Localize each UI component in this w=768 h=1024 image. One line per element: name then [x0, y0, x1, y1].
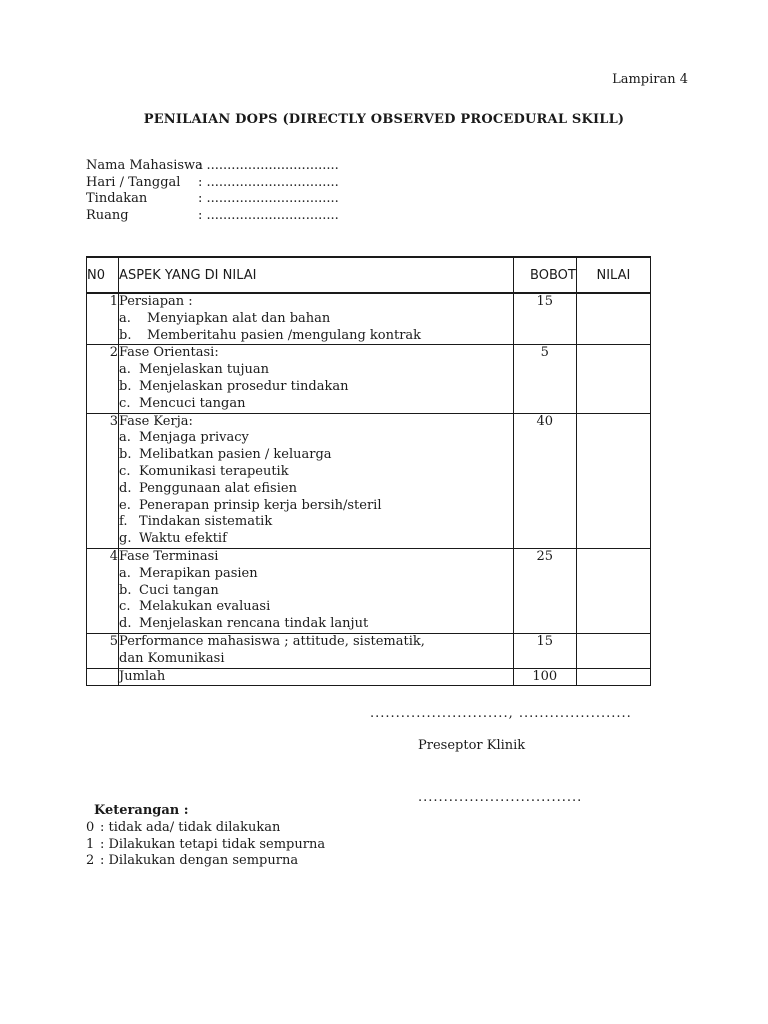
row-number: 1: [87, 293, 119, 345]
score-cell[interactable]: [576, 548, 650, 633]
score-cell[interactable]: [576, 413, 650, 548]
aspect-item: [119, 464, 513, 481]
aspect-item: [119, 379, 513, 396]
table-row: [87, 633, 651, 668]
field-ruang: [86, 208, 339, 225]
aspect-item: [119, 396, 513, 413]
legend-text: : tidak ada/ tidak dilakukan: [100, 819, 281, 835]
header-no: N0: [87, 257, 119, 293]
aspect-item: [119, 362, 513, 379]
aspect-title: Fase Orientasi:: [119, 345, 219, 361]
aspect-item: [119, 616, 513, 633]
field-hari-tanggal: [86, 175, 339, 192]
legend-code: 2: [86, 853, 95, 869]
aspect-item: [119, 430, 513, 447]
signature-name-line: ................................: [418, 790, 583, 805]
item-letter: b.: [119, 582, 132, 598]
field-label: Tindakan: [86, 191, 148, 206]
legend-text: : Dilakukan tetapi tidak sempurna: [100, 836, 326, 852]
item-text: Menjelaskan tujuan: [139, 362, 269, 378]
item-text: Cuci tangan: [139, 582, 219, 598]
score-cell[interactable]: [576, 345, 650, 413]
item-letter: b.: [119, 327, 132, 343]
item-text: Merapikan pasien: [139, 565, 258, 581]
legend-item: [86, 853, 325, 870]
item-letter: d.: [119, 480, 132, 496]
item-text: Tindakan sistematik: [139, 514, 273, 530]
field-label: Hari / Tanggal: [86, 174, 181, 190]
aspect-title: Fase Terminasi: [119, 548, 219, 564]
item-letter: c.: [119, 395, 131, 411]
item-text: Komunikasi terapeutik: [139, 463, 289, 479]
attachment-label: Lampiran 4: [612, 72, 688, 87]
legend-title: Keterangan :: [94, 803, 189, 818]
aspect-item: [119, 498, 513, 515]
aspect-item: [119, 599, 513, 616]
legend-code: 0: [86, 819, 95, 835]
assessment-table: [86, 256, 651, 686]
field-label: Ruang: [86, 207, 129, 223]
table-row: [87, 413, 651, 548]
aspect-cell: [119, 413, 514, 548]
header-nilai: NILAI: [576, 257, 650, 293]
header-bobot: BOBOT: [513, 257, 576, 293]
table-row: [87, 548, 651, 633]
field-tindakan: [86, 191, 339, 208]
item-letter: a.: [119, 565, 131, 581]
item-text: Menjaga privacy: [139, 430, 249, 446]
aspect-cell: [119, 633, 514, 668]
header-aspek: ASPEK YANG DI NILAI: [119, 257, 514, 293]
aspect-item: [119, 514, 513, 531]
item-text: Mencuci tangan: [139, 395, 246, 411]
item-letter: c.: [119, 463, 131, 479]
item-text: Menjelaskan prosedur tindakan: [139, 378, 349, 394]
weight-cell: 15: [513, 633, 576, 668]
field-blank: : ................................: [198, 174, 339, 190]
signature-date-line: ..........................., ......................: [370, 706, 632, 721]
aspect-title: Fase Kerja:: [119, 413, 193, 429]
table-row: [87, 345, 651, 413]
row-number: 3: [87, 413, 119, 548]
total-label: Jumlah: [119, 668, 514, 686]
field-blank: : ................................: [198, 191, 339, 206]
field-label: Nama Mahasiswa: [86, 158, 203, 173]
weight-cell: 25: [513, 548, 576, 633]
score-cell[interactable]: [576, 293, 650, 345]
item-letter: b.: [119, 447, 132, 463]
item-letter: g.: [119, 531, 132, 547]
item-text: Melakukan evaluasi: [139, 599, 271, 615]
item-text: Melibatkan pasien / keluarga: [139, 447, 332, 463]
signature-role: Preseptor Klinik: [418, 738, 526, 753]
field-nama-mahasiswa: [86, 158, 339, 175]
aspect-item: [119, 481, 513, 498]
aspect-title: Persiapan :: [119, 294, 193, 309]
item-letter: f.: [119, 514, 128, 530]
total-weight: 100: [513, 668, 576, 686]
field-blank: : ................................: [198, 207, 339, 223]
item-letter: a.: [119, 430, 131, 446]
aspect-item: [119, 328, 513, 345]
total-row: [87, 668, 651, 686]
total-score-cell[interactable]: [576, 668, 650, 686]
legend-text: : Dilakukan dengan sempurna: [100, 853, 299, 869]
item-letter: c.: [119, 599, 131, 615]
aspect-item: [119, 531, 513, 548]
legend-item: [86, 820, 325, 837]
item-text: Memberitahu pasien /mengulang kontrak: [147, 327, 422, 343]
aspect-cell: [119, 293, 514, 345]
aspect-item: [119, 583, 513, 600]
item-letter: a.: [119, 362, 131, 378]
identity-fields: [86, 158, 339, 224]
item-letter: a.: [119, 310, 131, 326]
row-number: 2: [87, 345, 119, 413]
item-letter: d.: [119, 616, 132, 632]
table-header-row: [87, 257, 651, 293]
aspect-item: [119, 311, 513, 328]
aspect-cell: [119, 548, 514, 633]
legend-code: 1: [86, 836, 95, 852]
aspect-item: [119, 447, 513, 464]
legend-item: [86, 837, 325, 854]
aspect-title: Performance mahasiswa ; attitude, sistematik, dan Komunikasi: [119, 633, 425, 666]
item-text: Menjelaskan rencana tindak lanjut: [139, 616, 369, 632]
aspect-item: [119, 566, 513, 583]
field-blank: : ................................: [198, 158, 339, 173]
weight-cell: 40: [513, 413, 576, 548]
aspect-cell: [119, 345, 514, 413]
legend: [86, 803, 325, 870]
item-text: Penggunaan alat efisien: [139, 480, 297, 496]
document-title: PENILAIAN DOPS (DIRECTLY OBSERVED PROCEDURAL SKILL): [143, 112, 625, 127]
weight-cell: 15: [513, 293, 576, 345]
row-number: 4: [87, 548, 119, 633]
item-text: Menyiapkan alat dan bahan: [147, 310, 331, 326]
row-number: 5: [87, 633, 119, 668]
weight-cell: 5: [513, 345, 576, 413]
score-cell[interactable]: [576, 633, 650, 668]
item-text: Penerapan prinsip kerja bersih/steril: [139, 497, 382, 513]
item-text: Waktu efektif: [139, 531, 227, 547]
item-letter: b.: [119, 378, 132, 394]
total-number-cell: [87, 668, 119, 686]
table-row: [87, 293, 651, 345]
item-letter: e.: [119, 497, 131, 513]
